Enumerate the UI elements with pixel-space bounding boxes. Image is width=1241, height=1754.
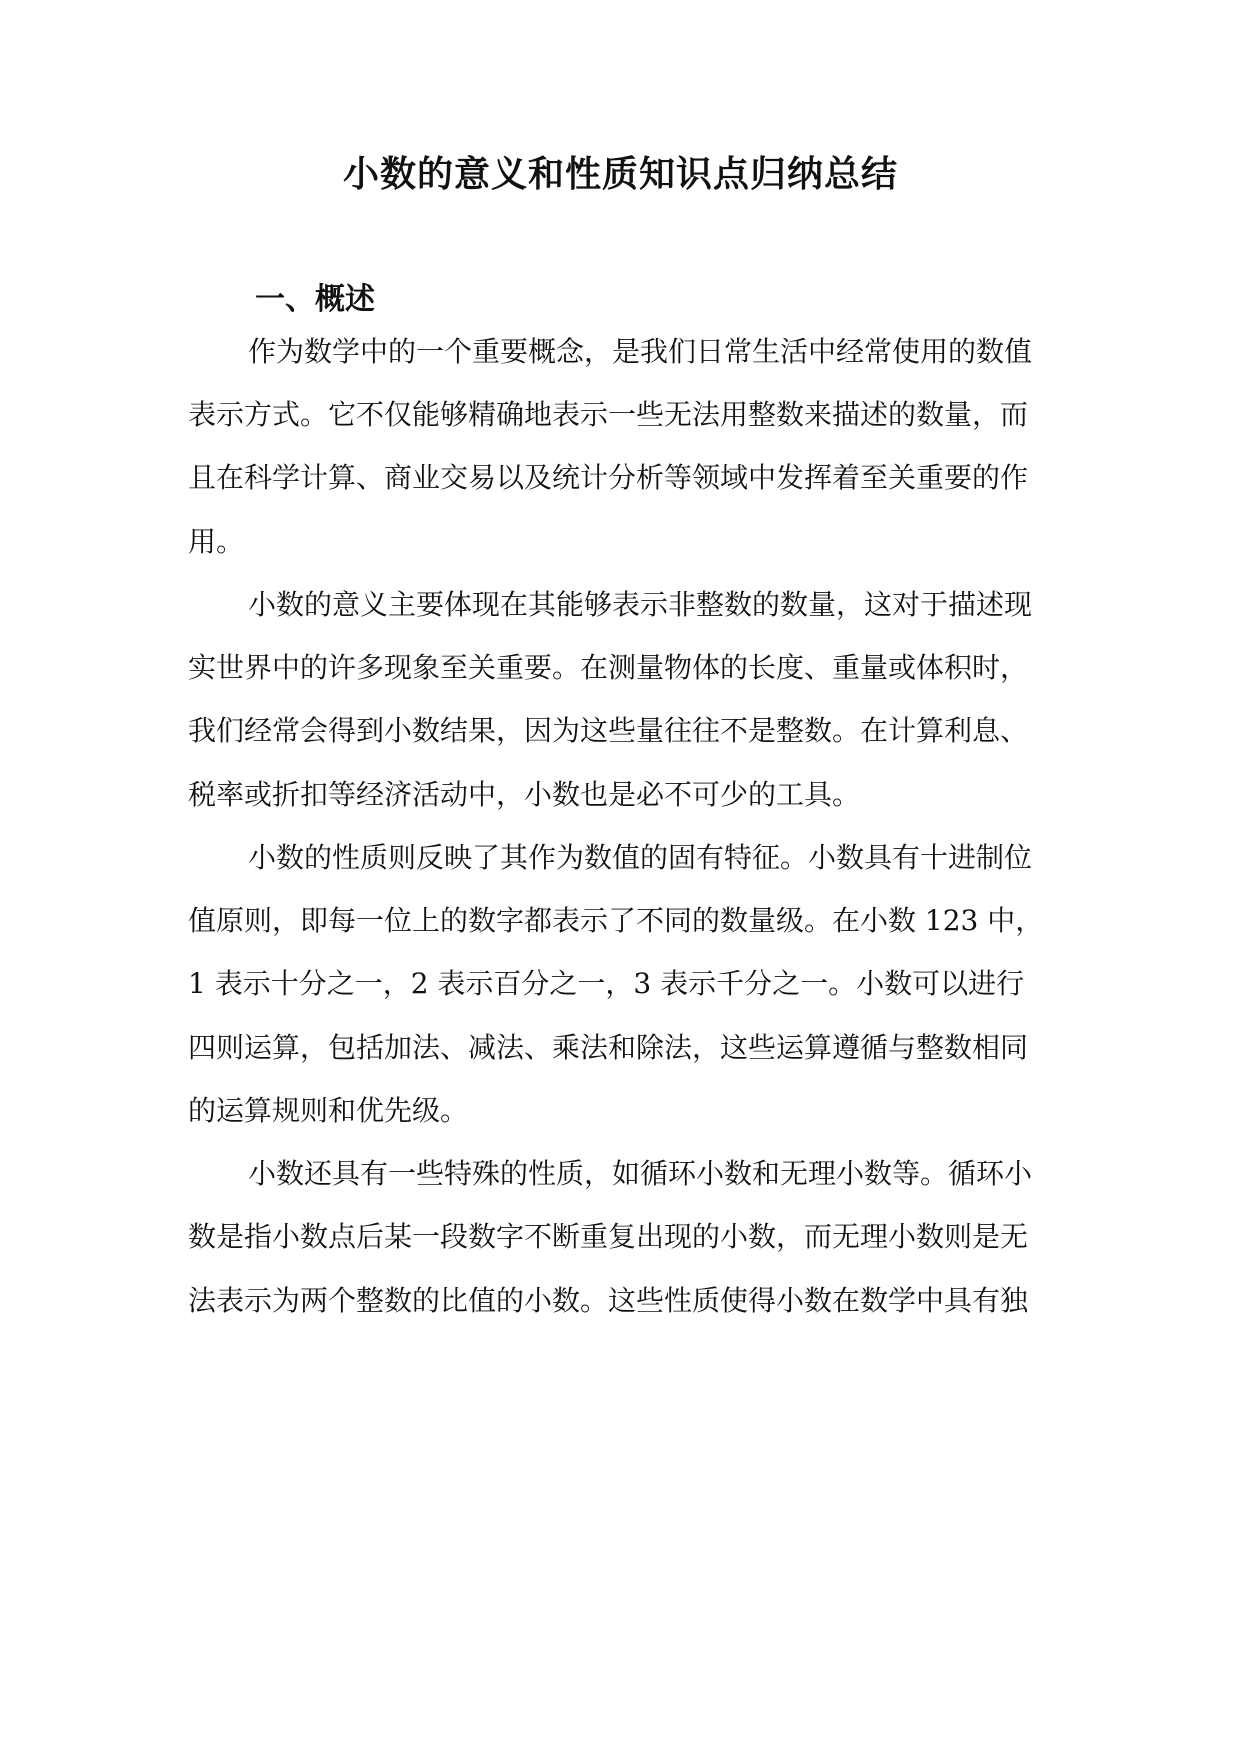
paragraph-line: 数是指小数点后某一段数字不断重复出现的小数，而无理小数则是无 [188,1220,1029,1253]
paragraph-line: 我们经常会得到小数结果，因为这些量往往不是整数。在计算利息、 [188,714,1029,747]
paragraph-line: 小数的意义主要体现在其能够表示非整数的数量，这对于描述现 [248,588,1033,621]
paragraph-line: 且在科学计算、商业交易以及统计分析等领域中发挥着至关重要的作 [188,461,1029,494]
paragraph-line: 实世界中的许多现象至关重要。在测量物体的长度、重量或体积时， [188,651,1029,684]
paragraph-line: 表示方式。它不仅能够精确地表示一些无法用整数来描述的数量，而 [188,398,1029,431]
paragraph-line: 小数还具有一些特殊的性质，如循环小数和无理小数等。循环小 [248,1157,1033,1190]
paragraph-line: 四则运算，包括加法、减法、乘法和除法，这些运算遵循与整数相同 [188,1031,1029,1064]
section-heading-overview: 一、概述 [255,282,375,317]
paragraph-line: 法表示为两个整数的比值的小数。这些性质使得小数在数学中具有独 [188,1284,1029,1317]
paragraph-line: 值原则，即每一位上的数字都表示了不同的数量级。在小数 123 中， [188,904,1044,937]
document-title: 小数的意义和性质知识点归纳总结 [342,153,898,195]
paragraph-line: 税率或折扣等经济活动中，小数也是必不可少的工具。 [188,778,861,811]
paragraph-line: 小数的性质则反映了其作为数值的固有特征。小数具有十进制位 [248,841,1033,874]
paragraph-line: 作为数学中的一个重要概念，是我们日常生活中经常使用的数值 [248,335,1033,368]
paragraph-line: 用。 [188,525,245,558]
paragraph-line: 的运算规则和优先级。 [188,1094,469,1127]
paragraph-line: 1 表示十分之一，2 表示百分之一，3 表示千分之一。小数可以进行 [188,967,1025,1000]
